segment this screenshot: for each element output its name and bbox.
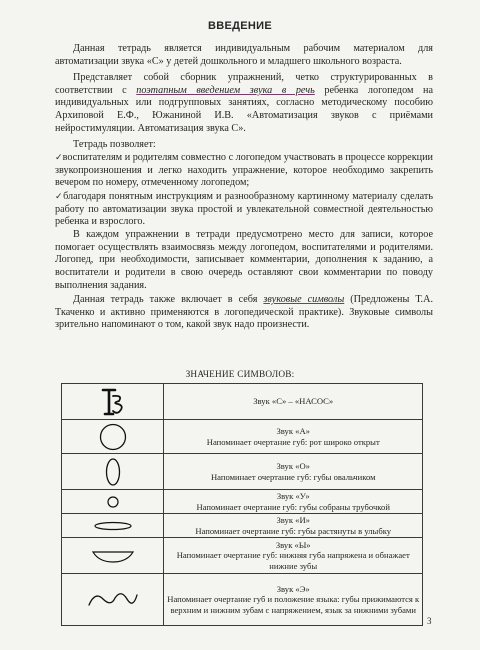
symbol-cell xyxy=(62,514,164,538)
table-row xyxy=(62,514,423,538)
symbol-description: Звук «Ы» Напоминает очертание губ: нижняя губа напряжена и обнажает нижние зубы xyxy=(164,538,423,574)
paragraph-intro: Данная тетрадь является индивидуальным рабочим материалом для автоматизации звука «С» у детей дошкольного и младшего школьного возраста. xyxy=(55,43,433,67)
symbol-cell xyxy=(62,454,164,490)
half-ellipse-icon xyxy=(89,547,137,565)
symbol-description: Звук «Э» Напоминает очертание губ и положение языка: губы прижимаются к верхним и нижним зубам с напряжением, язык за нижними зубами xyxy=(164,574,423,626)
check-icon: ✓ xyxy=(55,153,63,163)
paragraph-symbols: Данная тетрадь также включает в себя звуковые символы (Предложены Т.А. Ткаченко и активно применяются в логопедической практике). Звуковые символы зрительно напоминают о том, какой звук надо произнести. xyxy=(55,294,433,331)
table-row xyxy=(62,384,423,420)
circle-icon xyxy=(98,422,128,452)
symbol-description: Звук «У» Напоминает очертание губ: губы собраны трубочкой xyxy=(164,490,423,514)
flat-ellipse-icon xyxy=(91,520,135,532)
symbols-title: ЗНАЧЕНИЕ СИМВОЛОВ: xyxy=(185,370,295,380)
table-row xyxy=(62,538,423,574)
check-icon: ✓ xyxy=(55,192,64,202)
symbol-cell xyxy=(62,574,164,626)
symbol-cell xyxy=(62,384,164,420)
stage-introduction-link-text: поэтапным введением звука в речь xyxy=(136,84,315,96)
allows-label: Тетрадь позволяет: xyxy=(73,139,156,150)
page-title: ВВЕДЕНИЕ xyxy=(208,20,272,32)
page-number: 3 xyxy=(427,616,432,626)
symbol-description: Звук «А» Напоминает очертание губ: рот широко открыт xyxy=(164,420,423,454)
table-row xyxy=(62,420,423,454)
symbol-cell xyxy=(62,490,164,514)
symbol-cell xyxy=(62,420,164,454)
paragraph-structure: Представляет собой сборник упражнений, четко структурированных в соответствии с поэтапным введением звука в речь ребенка логопедом на индивидуальных или подгрупповых занятиях, согласно методическому пособию Архиповой Е.Ф., Южаниной И.В. «Автоматизация звуков с приёмами нейростимуляции. Автоматизация звука С». xyxy=(55,72,433,134)
pump-icon xyxy=(98,387,128,417)
paragraph-notes: В каждом упражнении в тетради предусмотрено место для записи, которое помогает осуществлять взаимосвязь между логопедом, воспитателями и родителями. Логопед, при необходимости, записывает комментарии, дополнения к заданию, а воспитатели и родители в свою очередь оставляют свои комментарии по поводу выполнения задания. xyxy=(55,229,433,291)
symbol-description: Звук «С» – «НАСОС» xyxy=(164,384,423,420)
sound-symbols-link-text: звуковые символы xyxy=(263,294,345,305)
bullet-item: ✓благодаря понятным инструкциям и разнообразному картинному материалу сделать работу по автоматизации звука простой и увлекательной совместной деятельностью ребенка и взрослого. xyxy=(55,191,433,228)
table-row xyxy=(62,490,423,514)
wave-icon xyxy=(85,587,141,613)
symbols-table xyxy=(61,383,423,626)
symbol-description: Звук «И» Напоминает очертание губ: губы растянуты в улыбку xyxy=(164,514,423,538)
bullet-item: ✓воспитателям и родителям совместно с логопедом участвовать в процессе коррекции звукопроизношения и легко находить упражнение, которое необходимо закрепить вечером по номеру, отмеченному логопедом; xyxy=(55,152,433,189)
table-row xyxy=(62,454,423,490)
small-circle-icon xyxy=(106,495,120,509)
symbol-description: Звук «О» Напоминает очертание губ: губы овальчиком xyxy=(164,454,423,490)
symbol-cell xyxy=(62,538,164,574)
oval-icon xyxy=(103,456,123,488)
table-row xyxy=(62,574,423,626)
